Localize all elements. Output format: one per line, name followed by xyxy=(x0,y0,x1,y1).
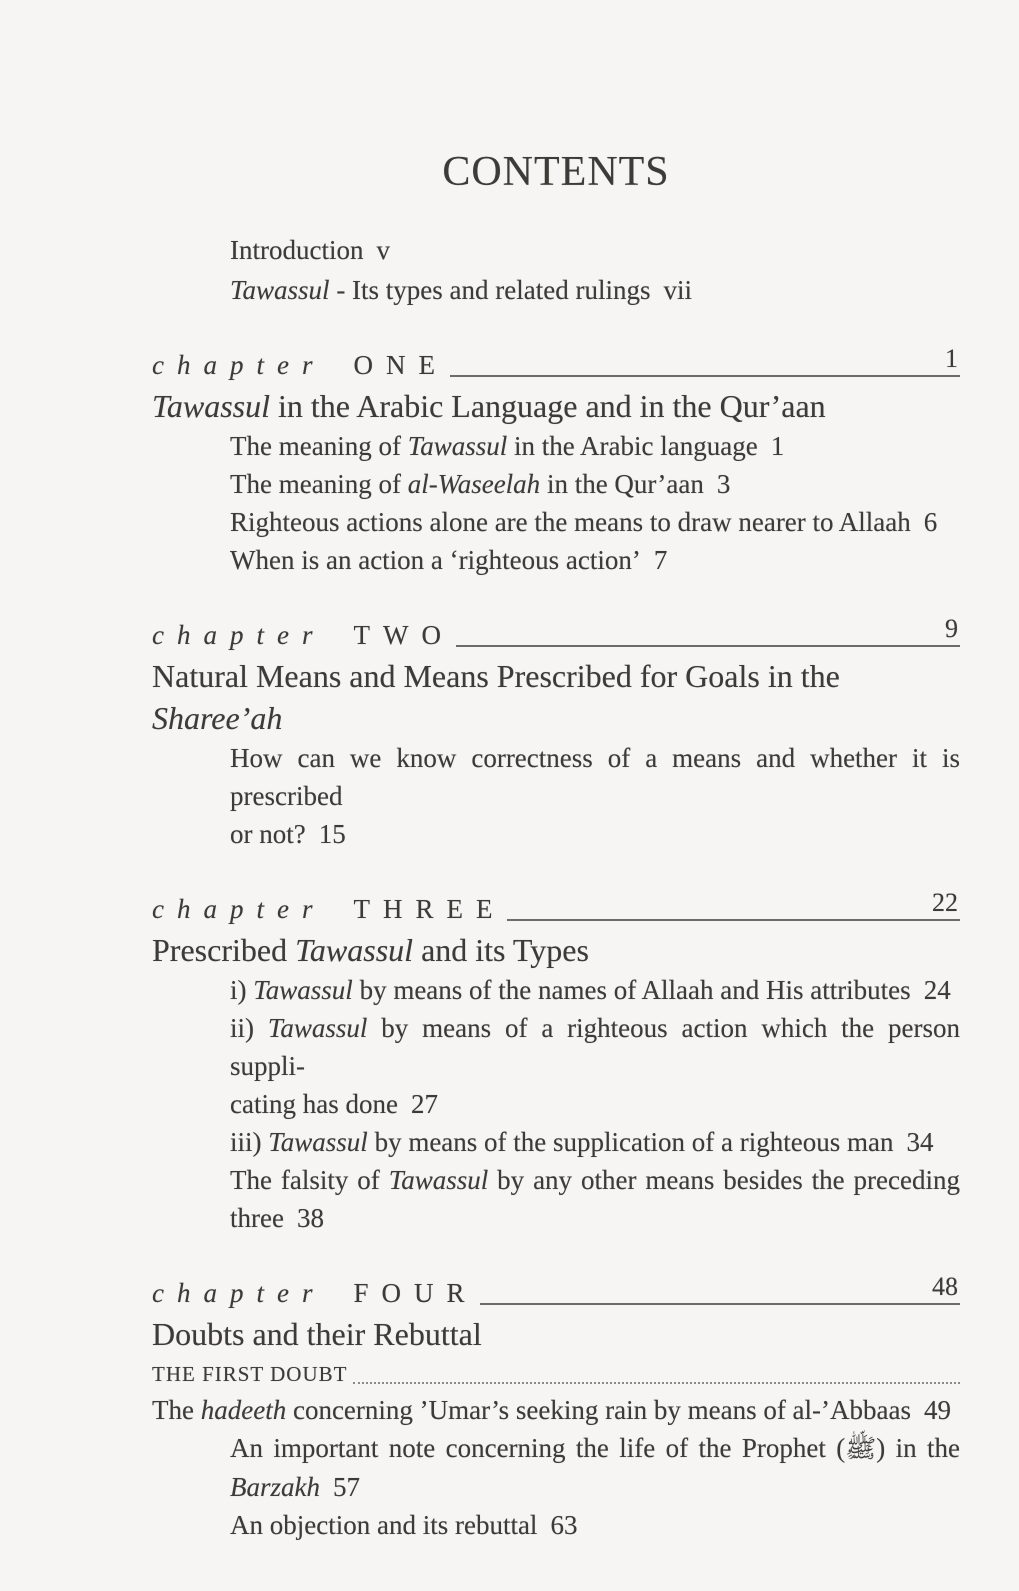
text-segment: - Its types and related rulings xyxy=(329,275,651,305)
text-segment: Tawassul xyxy=(388,1165,489,1195)
chapter-list xyxy=(152,345,960,1544)
entry-page-number: 49 xyxy=(924,1395,952,1425)
text-segment: Tawassul xyxy=(295,932,414,968)
chapter-title xyxy=(152,929,960,971)
chapter-page-number: 22 xyxy=(932,888,958,917)
toc-entry-line xyxy=(230,1009,960,1085)
chapter-label: chapter xyxy=(152,894,326,924)
chapter-rule-line xyxy=(450,375,960,377)
entry-page-number: 27 xyxy=(410,1089,438,1119)
chapter-heading xyxy=(152,889,960,929)
first-doubt-heading: THE FIRST DOUBT xyxy=(152,1362,348,1386)
chapter-title xyxy=(152,385,960,427)
chapter-number-word: ONE xyxy=(353,350,448,380)
entry-page-number: 15 xyxy=(318,819,346,849)
chapter-rule-line xyxy=(480,1303,960,1305)
text-segment: al-Waseelah xyxy=(407,469,541,499)
text-segment: An important note concerning the life of the Prophet ( xyxy=(230,1433,846,1463)
toc-entry-line xyxy=(230,1161,960,1199)
toc-entry-line xyxy=(230,815,960,853)
entry-page-number: 7 xyxy=(653,545,668,575)
toc-entry-line xyxy=(230,427,960,465)
chapter-rule-line xyxy=(507,919,960,921)
toc-entry-line xyxy=(230,1199,960,1237)
toc-entry-line xyxy=(230,971,960,1009)
entry-page-number: v xyxy=(376,235,390,265)
chapter-section-four xyxy=(152,1273,960,1544)
text-segment: in the Qur’aan xyxy=(540,469,704,499)
chapter-rule-line xyxy=(456,645,960,647)
chapter-section-one xyxy=(152,345,960,579)
toc-entry xyxy=(230,541,960,579)
text-segment: Sharee’ah xyxy=(152,700,283,736)
entry-page-number: 24 xyxy=(923,975,951,1005)
text-segment: An objection and its rebuttal xyxy=(230,1510,538,1540)
text-segment: Tawassul xyxy=(267,1013,368,1043)
toc-entry xyxy=(230,465,960,503)
chapter-entries xyxy=(152,971,960,1237)
toc-entry-line xyxy=(230,1468,960,1506)
text-segment: Tawassul xyxy=(152,388,270,424)
chapter-heading xyxy=(152,1273,960,1313)
chapter-title xyxy=(152,1313,960,1355)
chapter-page-number: 48 xyxy=(932,1272,958,1301)
text-segment: by means of the names of Allaah and His attributes xyxy=(352,975,911,1005)
text-segment: Tawassul xyxy=(407,431,508,461)
text-segment: When is an action a ‘righteous action’ xyxy=(230,545,641,575)
chapter-section-two xyxy=(152,615,960,853)
text-segment: three xyxy=(230,1203,284,1233)
text-segment: Tawassul xyxy=(253,975,353,1005)
toc-entry-line xyxy=(152,1391,960,1429)
entry-page-number: 57 xyxy=(333,1472,360,1502)
text-segment: concerning ’Umar’s seeking rain by means of al-’Abbaas xyxy=(286,1395,912,1425)
text-segment: in the Arabic language xyxy=(507,431,758,461)
text-segment: ii) xyxy=(230,1013,268,1043)
text-segment: i) xyxy=(230,975,254,1005)
toc-entry xyxy=(152,1391,960,1429)
text-segment: by any other means besides the preceding xyxy=(488,1165,960,1195)
entry-page-number: 63 xyxy=(550,1510,578,1540)
first-doubt-heading-row xyxy=(152,1357,960,1391)
text-segment: Barzakh xyxy=(230,1472,320,1502)
toc-entry xyxy=(230,1506,960,1544)
chapter-number-word: TWO xyxy=(353,620,454,650)
toc-entry-line xyxy=(230,465,960,503)
text-segment: ) in the xyxy=(876,1433,960,1463)
text-segment: in the Arabic Language and in the Qur’aan xyxy=(270,388,826,424)
chapter-number-word: THREE xyxy=(353,894,506,924)
text-segment: by means of a righteous action which the person suppli- xyxy=(230,1013,961,1081)
toc-entry xyxy=(230,1429,960,1506)
text-segment: and its Types xyxy=(413,932,589,968)
page-title: CONTENTS xyxy=(442,149,670,195)
entry-page-number: 1 xyxy=(770,431,785,461)
text-segment: Righteous actions alone are the means to draw nearer to Allaah xyxy=(230,507,911,537)
text-segment: The xyxy=(152,1395,201,1425)
chapter-entries xyxy=(152,1391,960,1544)
text-segment: The meaning of xyxy=(230,469,408,499)
text-segment: How can we know correctness of a means and whether it is prescribed xyxy=(230,743,960,811)
text-segment: hadeeth xyxy=(200,1395,287,1425)
toc-entry xyxy=(230,1161,960,1237)
front-matter-entry xyxy=(230,230,960,270)
prophet-honorific-symbol: ﷺ xyxy=(845,1434,877,1463)
toc-entry xyxy=(230,427,960,465)
chapter-page-number: 9 xyxy=(945,614,958,643)
toc-entry xyxy=(230,1009,960,1123)
entry-page-number: 6 xyxy=(923,507,938,537)
chapter-heading xyxy=(152,615,960,655)
entry-page-number: vii xyxy=(663,275,692,305)
text-segment: by means of the supplication of a righteous man xyxy=(367,1127,894,1157)
chapter-section-three xyxy=(152,889,960,1237)
text-segment: Prescribed xyxy=(152,932,296,968)
text-segment: The meaning of xyxy=(230,431,408,461)
text-segment: Doubts and their Rebuttal xyxy=(152,1316,482,1352)
toc-entry xyxy=(230,971,960,1009)
toc-entry-line xyxy=(230,1429,960,1468)
chapter-label: chapter xyxy=(152,350,326,380)
toc-entry-line xyxy=(230,503,960,541)
toc-entry xyxy=(230,1123,960,1161)
chapter-entries xyxy=(152,427,960,579)
toc-entry-line xyxy=(230,739,960,815)
toc-entry-line xyxy=(230,1506,960,1544)
dot-leader xyxy=(353,1382,960,1384)
toc-entry xyxy=(230,739,960,853)
chapter-entries xyxy=(152,739,960,853)
entry-page-number: 3 xyxy=(716,469,731,499)
chapter-label: chapter xyxy=(152,1278,326,1308)
front-matter-list xyxy=(230,230,960,310)
text-segment: Tawassul xyxy=(230,275,330,305)
chapter-number-word: FOUR xyxy=(353,1278,478,1308)
toc-entry-line xyxy=(230,1123,960,1161)
chapter-title xyxy=(152,655,960,739)
text-segment: iii) xyxy=(230,1127,269,1157)
text-segment: Tawassul xyxy=(268,1127,368,1157)
text-segment: or not? xyxy=(230,819,306,849)
entry-page-number: 38 xyxy=(296,1203,324,1233)
chapter-page-number: 1 xyxy=(945,344,958,373)
toc-entry-line xyxy=(230,541,960,579)
text-segment: Introduction xyxy=(230,235,364,265)
text-segment: The falsity of xyxy=(230,1165,389,1195)
text-segment: Natural Means and Means Prescribed for Goals in the xyxy=(152,658,840,694)
chapter-heading xyxy=(152,345,960,385)
text-segment: cating has done xyxy=(230,1089,398,1119)
front-matter-entry xyxy=(230,270,960,310)
entry-page-number: 34 xyxy=(906,1127,934,1157)
chapter-label: chapter xyxy=(152,620,326,650)
toc-entry xyxy=(230,503,960,541)
toc-entry-line xyxy=(230,1085,960,1123)
